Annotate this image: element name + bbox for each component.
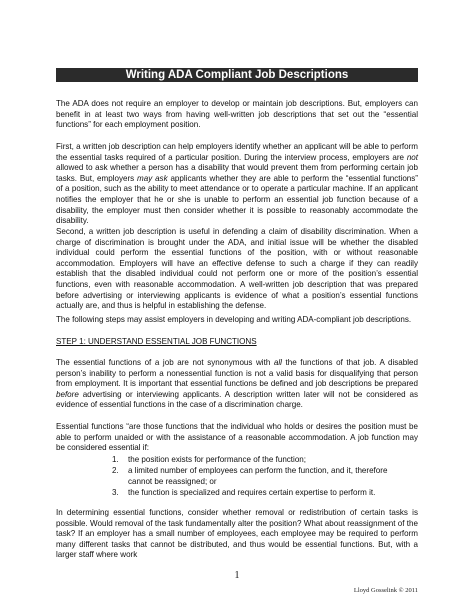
paragraph-essential-functions: The essential functions of a job are not synonymous with all the functions of that job. A disabled person’s inability to perform a nonessential function is not a valid basis for disqualifying that person from employment. It is important that essential functions be defined and job descriptions be prepared before advertising or interviewing applicants. A description written later will not be considered as evidence of essential functions in the case of a discrimination charge.: [56, 358, 418, 410]
document-title: Writing ADA Compliant Job Descriptions: [56, 68, 418, 82]
page-number: 1: [234, 570, 240, 581]
paragraph-second-benefit: Second, a written job description is useful in defending a claim of disability discrimination. When a charge of discrimination is brought under the ADA, and initial issue will be whether the disabled individual could perform the essential functions of the position, with or without reasonable accommodation. Employers will have an effective defense to such a charge if they can readily establish that the disabled individual could not perform one or more of the position’s essential functions, even with reasonable accommodation. A well-written job description that was prepared before advertising or interviewing applicants is evidence of what a position’s essential functions actually are, and thus is helpful in establishing the defense.: [56, 227, 418, 311]
step1-heading: STEP 1: UNDERSTAND ESSENTIAL JOB FUNCTIONS: [56, 337, 257, 346]
paragraph-intro: The ADA does not require an employer to develop or maintain job descriptions. But, employers can benefit in at least two ways from having well-written job descriptions that set out the “essential functions” for each employment position.: [56, 99, 418, 130]
emphasis-may-ask: may ask: [137, 173, 168, 183]
footer-credit: Lloyd Gosselink © 2011: [353, 587, 418, 594]
emphasis-all: all: [273, 358, 282, 367]
list-number: 1.: [112, 455, 119, 464]
list-text: the function is specialized and requires certain expertise to perform it.: [128, 488, 376, 497]
list-text: the position exists for performance of the function;: [128, 455, 307, 464]
paragraph-first-benefit: First, a written job description can help employers identify whether an applicant will be able to perform the essential tasks required of a particular position. During the interview process, employers are not allowed to ask whether a person has a disability that would prevent them from performing certain job tasks. But, employers may ask applicants whether they are able to perform the “essential functions” of a position, such as the ability to meet attendance or to operate a particular machine. If an applicant notifies the employer that he or she is unable to perform an essential job function because of a disability, the employer must then consider whether it is possible to reasonably accommodate the disability.: [56, 142, 418, 226]
paragraph-essential-definition: Essential functions “are those functions that the individual who holds or desires the position must be able to perform unaided or with the assistance of a reasonable accommodation. A job function may be considered essential if:: [56, 422, 418, 453]
paragraph-steps-intro: The following steps may assist employers in developing and writing ADA-compliant job descriptions.: [56, 315, 412, 324]
emphasis-not: not: [406, 152, 418, 162]
list-number: 2.: [112, 466, 119, 475]
list-text: a limited number of employees can perform the function, and it, therefore cannot be reassigned; or: [128, 466, 388, 486]
emphasis-before: before: [56, 389, 79, 399]
paragraph-determining-functions: In determining essential functions, consider whether removal or redistribution of certain tasks is possible. Would removal of the task fundamentally alter the position? What about reassignment of the task? If an employer has a small number of employees, each employee may be required to perform many different tasks that cannot be distributed, and thus would be essential functions. But, with a larger staff where work: [56, 508, 418, 560]
list-number: 3.: [112, 488, 119, 497]
